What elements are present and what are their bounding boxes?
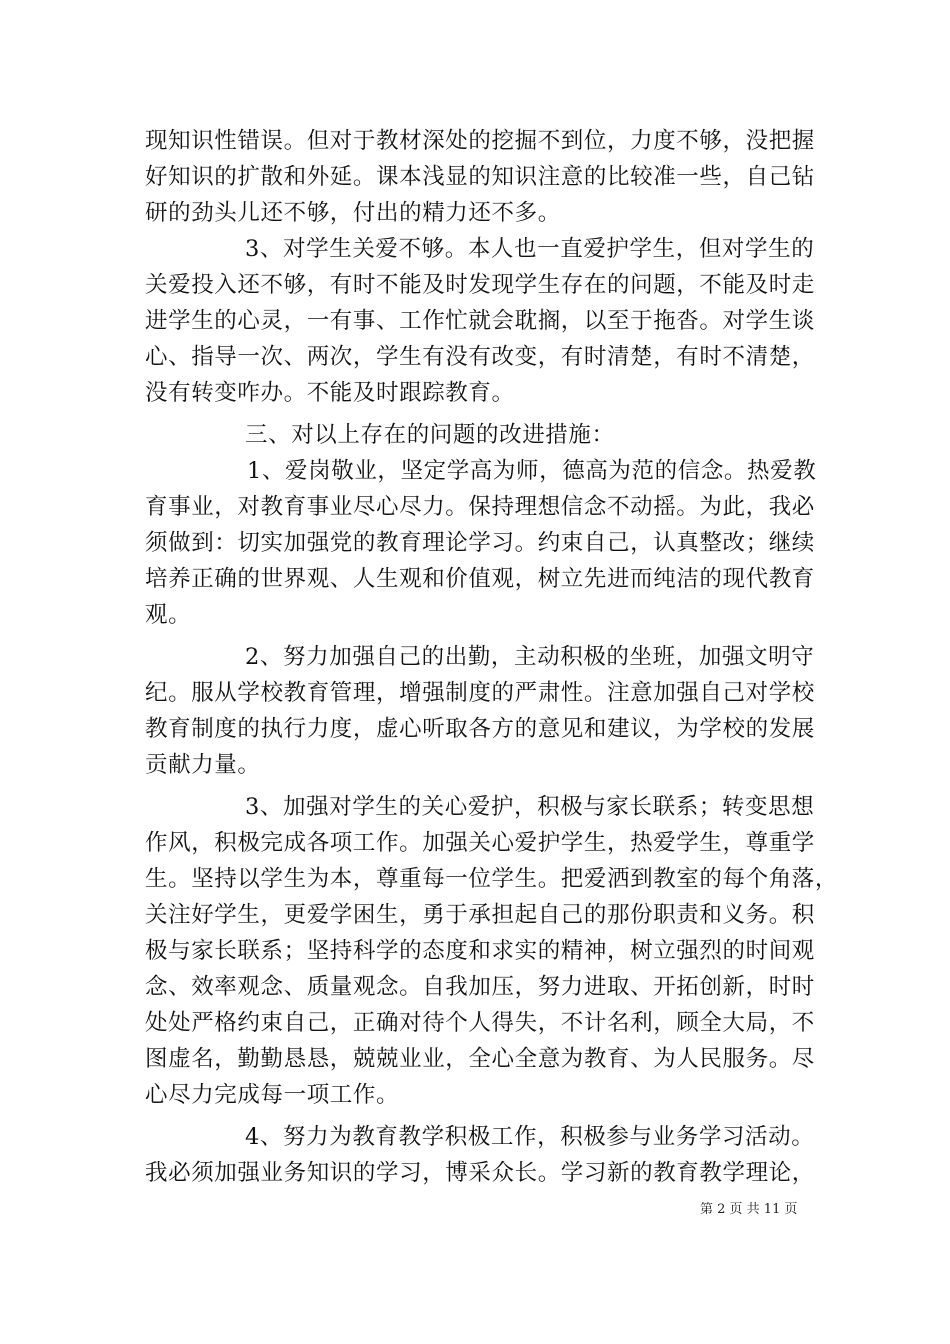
text-line: 进学生的心灵，一有事、工作忙就会耽搁，以至于拖沓。对学生谈 [145,308,815,334]
text-line: 我必须加强业务知识的学习，博采众长。学习新的教育教学理论， [145,1160,815,1186]
text-line: 作风，积极完成各项工作。加强关心爱护学生，热爱学生，尊重学 [145,830,815,856]
text-line: 须做到：切实加强党的教育理论学习。约束自己，认真整改；继续 [145,530,815,556]
text-line: 1、爱岗敬业，坚定学高为师，德高为范的信念。热爱教 [247,458,817,484]
text-line: 纪。服从学校教育管理，增强制度的严肃性。注意加强自己对学校 [145,680,815,706]
text-line: 现知识性错误。但对于教材深处的挖掘不到位，力度不够，没把握 [145,128,815,154]
text-line: 3、加强对学生的关心爱护，积极与家长联系；转变思想 [245,794,815,820]
text-line: 4、努力为教育教学积极工作，积极参与业务学习活动。 [245,1124,815,1150]
text-line: 心尽力完成每一项工作。 [145,1082,400,1108]
text-line: 念、效率观念、质量观念。自我加压，努力进取、开拓创新，时时 [145,974,815,1000]
text-line: 关注好学生，更爱学困生，勇于承担起自己的那份职责和义务。积 [145,902,815,928]
text-line: 生。坚持以学生为本，尊重每一位学生。把爱洒到教室的每个角落， [145,866,839,892]
text-line: 心、指导一次、两次，学生有没有改变，有时清楚，有时不清楚， [145,344,815,370]
text-line: 处处严格约束自己，正确对待个人得失，不计名利，顾全大局，不 [145,1010,815,1036]
text-line: 育事业，对教育事业尽心尽力。保持理想信念不动摇。为此，我必 [145,494,815,520]
text-line: 贡献力量。 [145,752,261,778]
text-line: 观。 [145,602,192,628]
text-line: 3、对学生关爱不够。本人也一直爱护学生，但对学生的 [245,236,815,262]
text-line: 图虚名，勤勤恳恳，兢兢业业，全心全意为教育、为人民服务。尽 [145,1046,815,1072]
text-line: 培养正确的世界观、人生观和价值观，树立先进而纯洁的现代教育 [145,566,815,592]
text-line: 研的劲头儿还不够，付出的精力还不多。 [145,200,561,226]
page-number-footer: 第 2 页 共 11 页 [700,1202,798,1217]
section-heading: 三、对以上存在的问题的改进措施： [245,422,615,448]
text-line: 2、努力加强自己的出勤，主动积极的坐班，加强文明守 [245,644,815,670]
text-line: 没有转变咋办。不能及时跟踪教育。 [145,380,515,406]
text-line: 关爱投入还不够，有时不能及时发现学生存在的问题，不能及时走 [145,272,815,298]
text-line: 极与家长联系；坚持科学的态度和求实的精神，树立强烈的时间观 [145,938,815,964]
text-line: 好知识的扩散和外延。课本浅显的知识注意的比较准一些，自己钻 [145,164,815,190]
text-line: 教育制度的执行力度，虚心听取各方的意见和建议，为学校的发展 [145,716,815,742]
